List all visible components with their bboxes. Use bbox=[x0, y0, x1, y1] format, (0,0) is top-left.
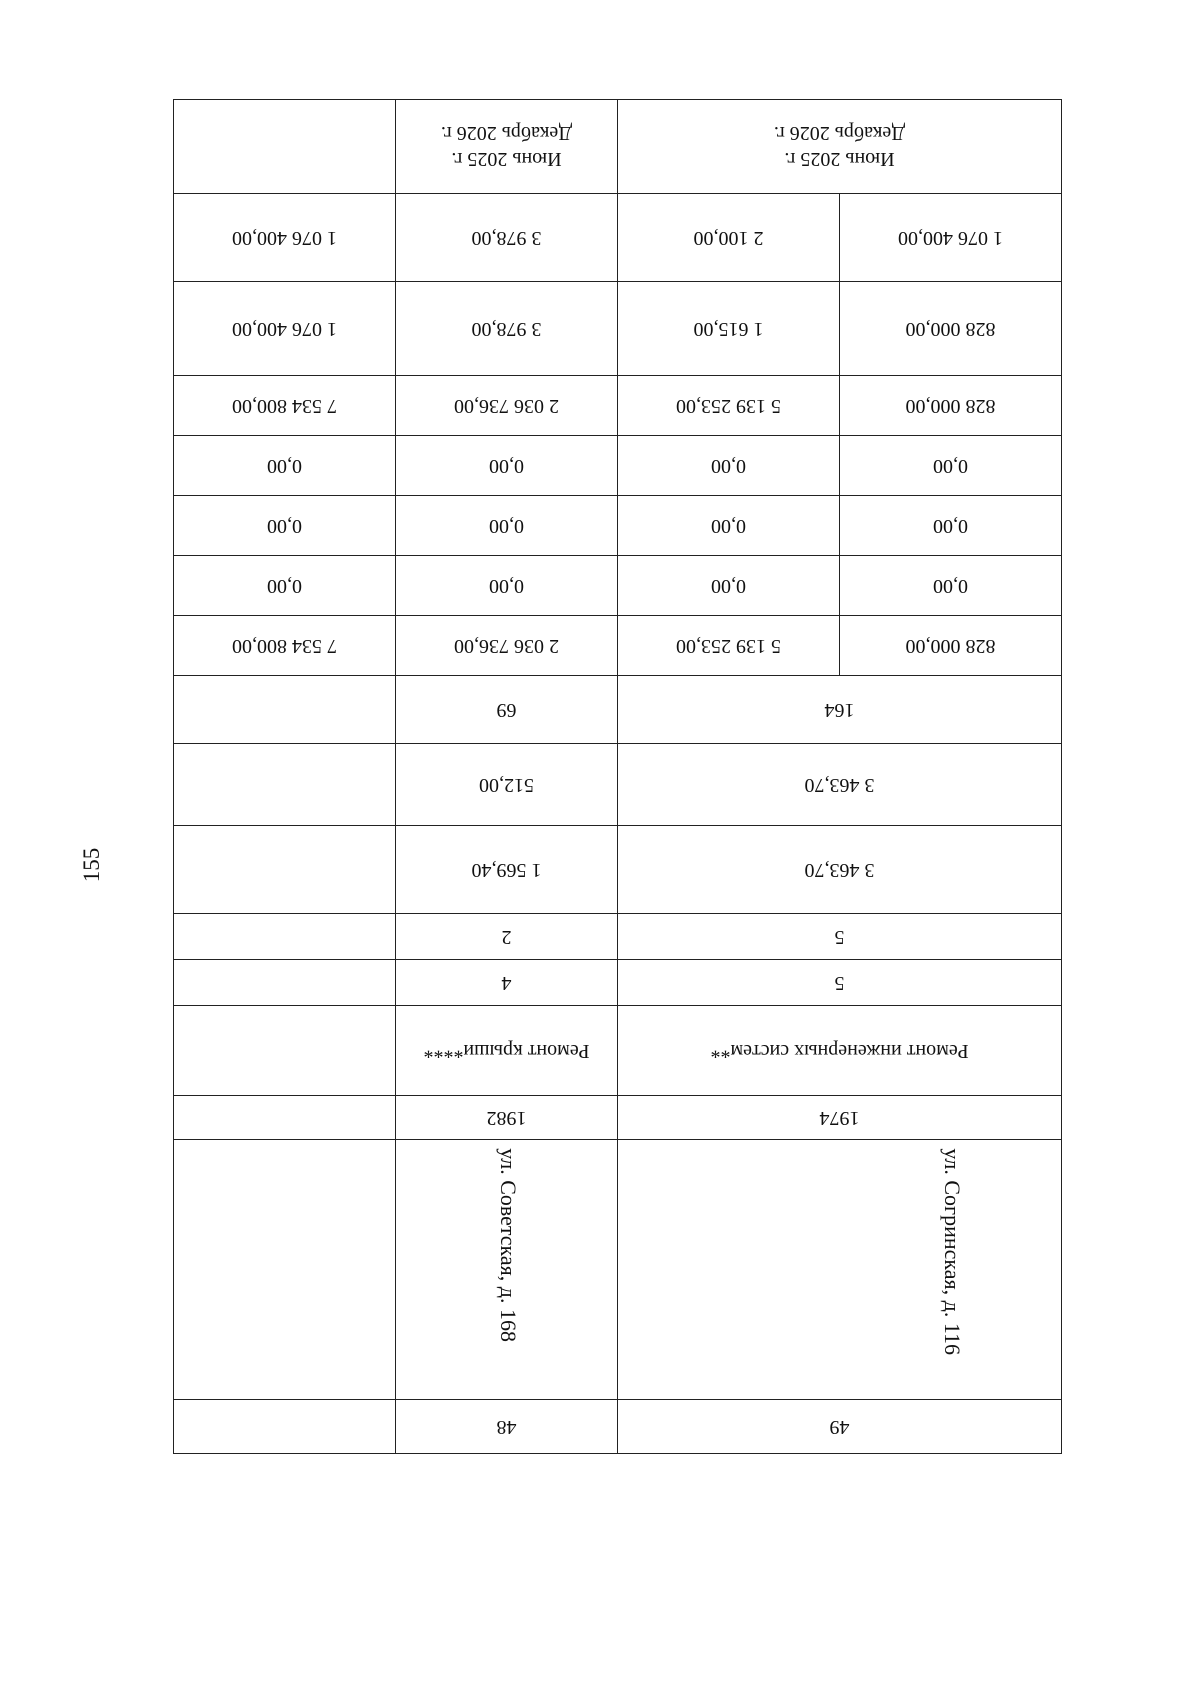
empty-cell bbox=[174, 1096, 396, 1140]
area-work-49: 3 463,70 bbox=[618, 744, 1062, 826]
count-b-48: 2 bbox=[396, 914, 618, 960]
empty-cell bbox=[174, 1400, 396, 1454]
unit-cost-48: 3 978,00 bbox=[396, 282, 618, 376]
empty-cell bbox=[174, 1006, 396, 1096]
count-b-49: 5 bbox=[618, 914, 1062, 960]
cost-owners-sum: 7 534 800,00 bbox=[174, 376, 396, 436]
empty-cell bbox=[174, 826, 396, 914]
cost-region-sum: 0,00 bbox=[174, 496, 396, 556]
cost-region-49a: 0,00 bbox=[618, 496, 840, 556]
work-type-49: Ремонт инженерных систем** bbox=[618, 1006, 1062, 1096]
empty-cell bbox=[174, 960, 396, 1006]
cost-total-sum: 7 534 800,00 bbox=[174, 616, 396, 676]
max-unit-cost-49b: 1 076 400,00 bbox=[840, 194, 1062, 282]
period-end-49: Декабрь 2026 г. bbox=[773, 122, 906, 145]
cost-fund-49b: 0,00 bbox=[840, 556, 1062, 616]
cost-local-sum: 0,00 bbox=[174, 436, 396, 496]
table-row bbox=[174, 556, 1062, 616]
cost-local-49b: 0,00 bbox=[840, 436, 1062, 496]
table-row bbox=[174, 616, 1062, 676]
cost-fund-48: 0,00 bbox=[396, 556, 618, 616]
table-row bbox=[174, 826, 1062, 914]
cost-local-48: 0,00 bbox=[396, 436, 618, 496]
cost-region-48: 0,00 bbox=[396, 496, 618, 556]
address-48: ул. Советская, д. 168 bbox=[496, 1148, 521, 1342]
table-row bbox=[174, 960, 1062, 1006]
page-number: 155 bbox=[79, 847, 104, 883]
table-row bbox=[174, 282, 1062, 376]
table-row bbox=[174, 436, 1062, 496]
period-start-49: Июнь 2025 г. bbox=[784, 148, 895, 171]
row-number-49: 49 bbox=[618, 1400, 1062, 1454]
table-row bbox=[174, 914, 1062, 960]
address-cell-48 bbox=[396, 1140, 618, 1400]
cost-total-49a: 5 139 253,00 bbox=[618, 616, 840, 676]
max-unit-cost-sum: 1 076 400,00 bbox=[174, 194, 396, 282]
table-row bbox=[174, 1006, 1062, 1096]
count-a-49: 5 bbox=[618, 960, 1062, 1006]
repair-program-table bbox=[173, 99, 1062, 1454]
empty-cell bbox=[174, 914, 396, 960]
table-row bbox=[174, 496, 1062, 556]
unit-cost-49a: 1 615,00 bbox=[618, 282, 840, 376]
period-49 bbox=[618, 100, 1062, 194]
address-49: ул. Согринская, д. 116 bbox=[940, 1148, 965, 1355]
area-work-48: 512,00 bbox=[396, 744, 618, 826]
empty-cell bbox=[174, 100, 396, 194]
period-48 bbox=[396, 100, 618, 194]
cost-region-49b: 0,00 bbox=[840, 496, 1062, 556]
residents-48: 69 bbox=[396, 676, 618, 744]
address-cell-49 bbox=[618, 1140, 1062, 1400]
table-row bbox=[174, 1096, 1062, 1140]
cost-total-49b: 828 000,00 bbox=[840, 616, 1062, 676]
area-total-48: 1 569,40 bbox=[396, 826, 618, 914]
year-48: 1982 bbox=[396, 1096, 618, 1140]
cost-owners-48: 2 036 736,00 bbox=[396, 376, 618, 436]
empty-cell bbox=[174, 744, 396, 826]
year-49: 1974 bbox=[618, 1096, 1062, 1140]
table-row bbox=[174, 1140, 1062, 1400]
residents-49: 164 bbox=[618, 676, 1062, 744]
work-type-48: Ремонт крыши**** bbox=[396, 1006, 618, 1096]
cost-local-49a: 0,00 bbox=[618, 436, 840, 496]
cost-total-48: 2 036 736,00 bbox=[396, 616, 618, 676]
table-row bbox=[174, 1400, 1062, 1454]
row-number-48: 48 bbox=[396, 1400, 618, 1454]
max-unit-cost-49a: 2 100,00 bbox=[618, 194, 840, 282]
empty-cell bbox=[174, 676, 396, 744]
table-row bbox=[174, 376, 1062, 436]
empty-cell bbox=[174, 1140, 396, 1400]
cost-fund-sum: 0,00 bbox=[174, 556, 396, 616]
area-total-49: 3 463,70 bbox=[618, 826, 1062, 914]
cost-owners-49b: 828 000,00 bbox=[840, 376, 1062, 436]
cost-owners-49a: 5 139 253,00 bbox=[618, 376, 840, 436]
period-start-48: Июнь 2025 г. bbox=[451, 148, 562, 171]
table-row bbox=[174, 194, 1062, 282]
table-row bbox=[174, 744, 1062, 826]
cost-fund-49a: 0,00 bbox=[618, 556, 840, 616]
unit-cost-sum: 1 076 400,00 bbox=[174, 282, 396, 376]
count-a-48: 4 bbox=[396, 960, 618, 1006]
table-row bbox=[174, 676, 1062, 744]
max-unit-cost-48: 3 978,00 bbox=[396, 194, 618, 282]
period-end-48: Декабрь 2026 г. bbox=[440, 122, 573, 145]
table-row bbox=[174, 100, 1062, 194]
unit-cost-49b: 828 000,00 bbox=[840, 282, 1062, 376]
